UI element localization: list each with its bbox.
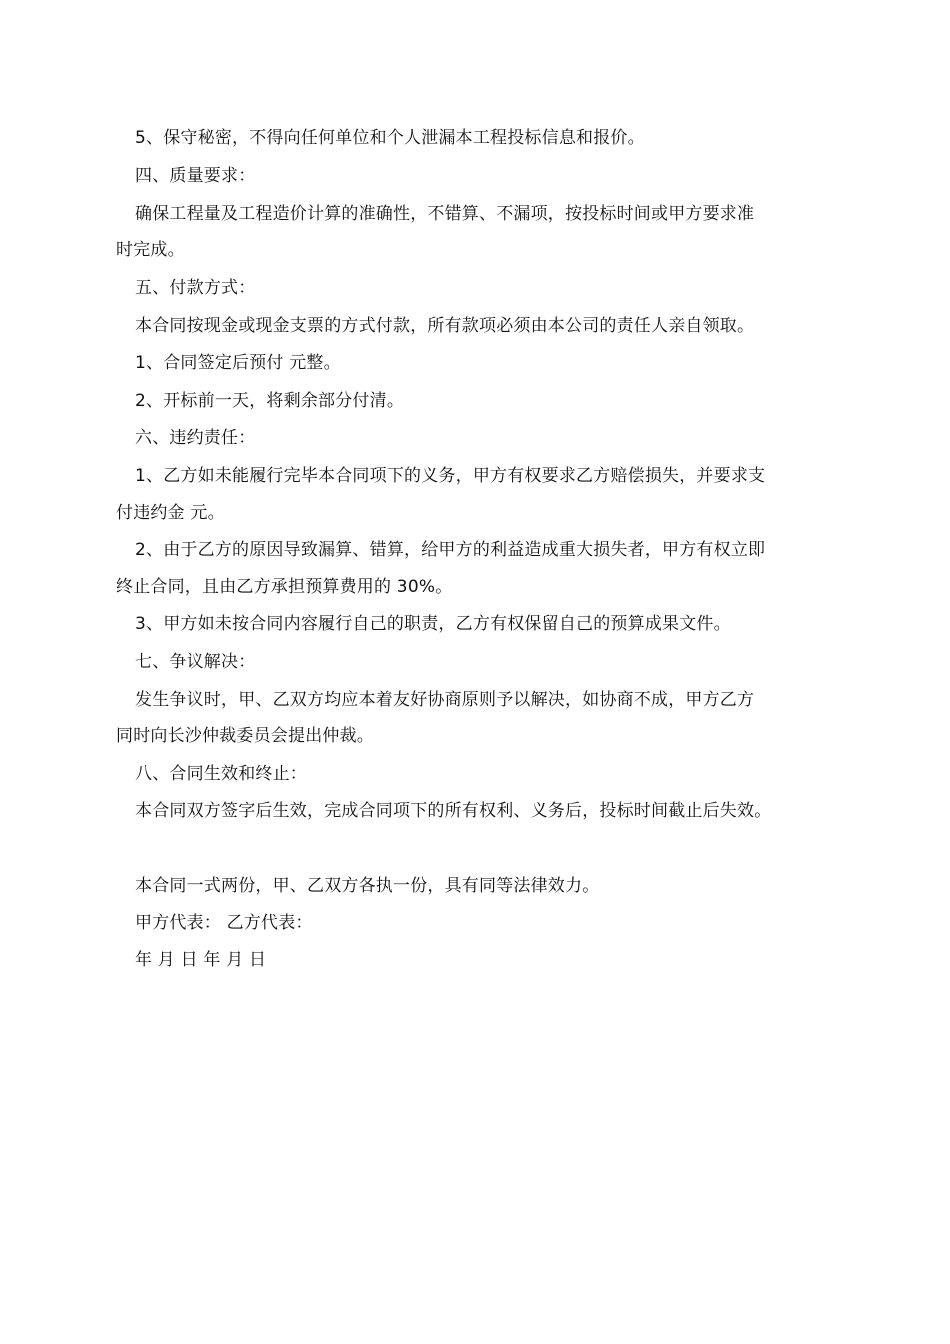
dispute-text-line-2: 同时向长沙仲裁委员会提出仲裁。 [116, 726, 374, 746]
section-8-heading: 八、合同生效和终止： [135, 764, 307, 784]
section-7-heading: 七、争议解决： [135, 652, 256, 672]
breach-item-2-line-1: 2、由于乙方的原因导致漏算、错算，给甲方的利益造成重大损失者，甲方有权立即 [135, 540, 766, 560]
effectiveness-text: 本合同双方签字后生效，完成合同项下的所有权利、义务后，投标时间截止后失效。 [135, 801, 772, 821]
clause-5-confidentiality: 5、保守秘密，不得向任何单位和个人泄漏本工程投标信息和报价。 [135, 128, 645, 148]
payment-item-1: 1、合同签定后预付 元整。 [135, 353, 341, 373]
payment-item-2: 2、开标前一天，将剩余部分付清。 [135, 391, 405, 411]
section-5-heading: 五、付款方式： [135, 278, 256, 298]
breach-item-1-line-1: 1、乙方如未能履行完毕本合同项下的义务，甲方有权要求乙方赔偿损失，并要求支 [135, 466, 766, 486]
breach-item-1-line-2: 付违约金 元。 [116, 503, 225, 523]
breach-item-3: 3、甲方如未按合同内容履行自己的职责，乙方有权保留自己的预算成果文件。 [135, 614, 731, 634]
dispute-text-line-1: 发生争议时，甲、乙双方均应本着友好协商原则予以解决，如协商不成，甲方乙方 [135, 690, 755, 710]
quality-text-line-1: 确保工程量及工程造价计算的准确性，不错算、不漏项，按投标时间或甲方要求准 [135, 204, 755, 224]
signature-date-line: 年 月 日 年 月 日 [135, 950, 267, 970]
section-4-heading: 四、质量要求： [135, 166, 256, 186]
copies-clause: 本合同一式两份，甲、乙双方各执一份，具有同等法律效力。 [135, 876, 600, 896]
section-6-heading: 六、违约责任： [135, 428, 256, 448]
breach-item-2-line-2: 终止合同，且由乙方承担预算费用的 30%。 [116, 577, 453, 597]
representatives-line: 甲方代表： 乙方代表： [135, 913, 313, 933]
payment-method-text: 本合同按现金或现金支票的方式付款，所有款项必须由本公司的责任人亲自领取。 [135, 316, 755, 336]
quality-text-line-2: 时完成。 [116, 240, 185, 260]
